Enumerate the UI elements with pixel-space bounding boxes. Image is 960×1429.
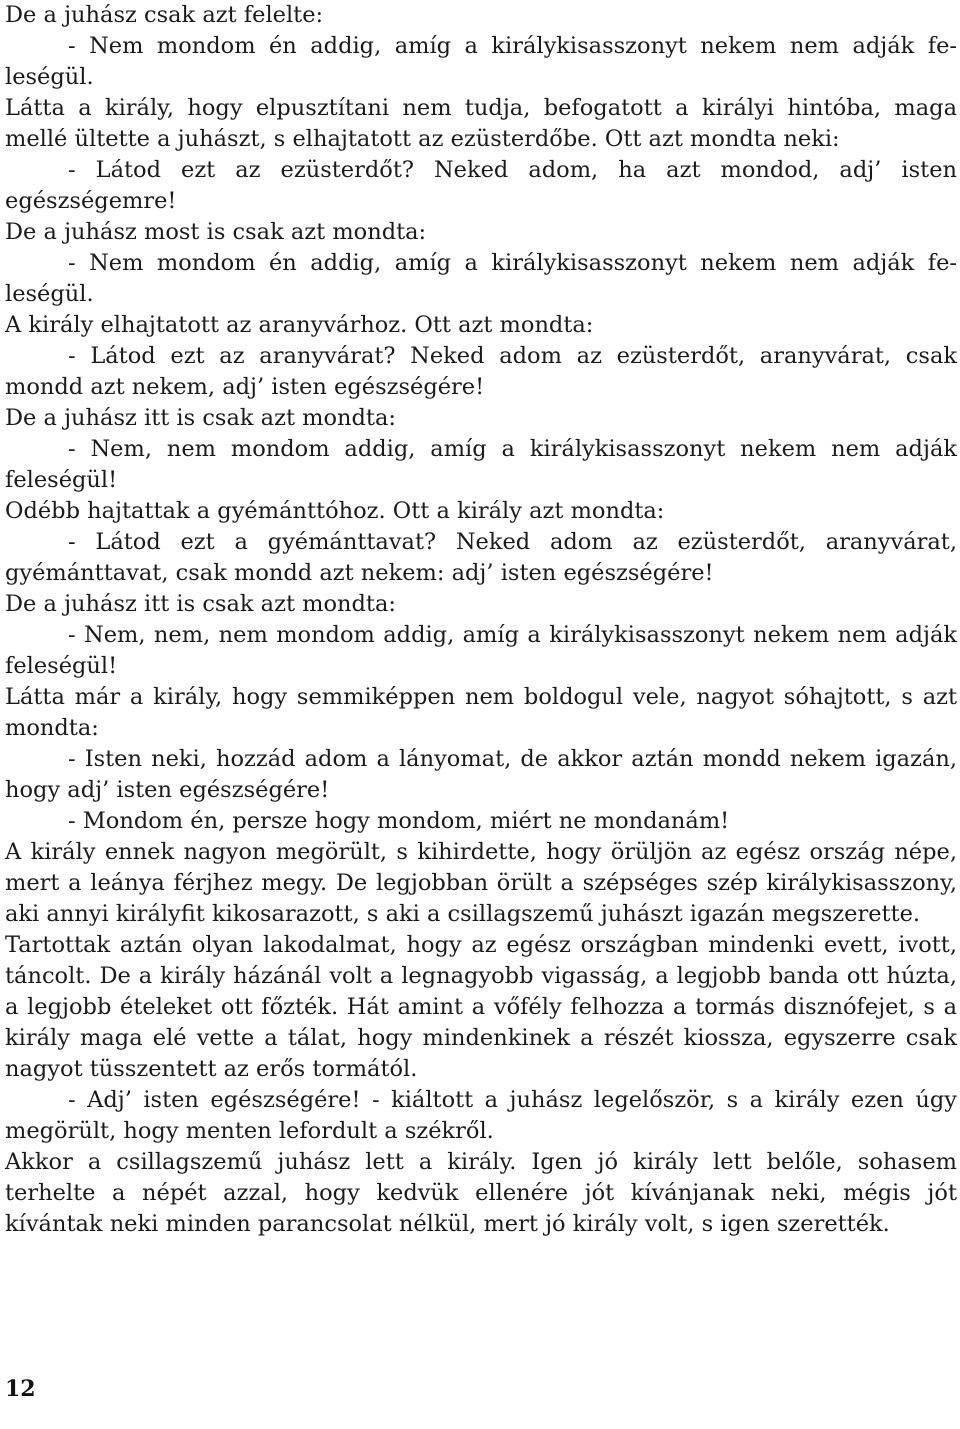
paragraph-15: Látta már a király, hogy semmiképpen nem boldogul vele, nagyot sóhajtott, s azt mondta: xyxy=(5,684,957,741)
paragraph-21: Akkor a csillagszemű juhász lett a király. Igen jó király lett belőle, sohasem terhelte a népét azzal, hogy kedvük ellenére jót kívánjanak neki, mégis jót kívántak neki minden parancsolat nélkül, mert jó király volt, s igen szerették. xyxy=(5,1149,957,1237)
paragraph-8: - Látod ezt az aranyvárat? Neked adom az ezüsterdőt, aranyvárat, csak mondd azt nekem, adj’ isten egészségére! xyxy=(5,343,957,400)
paragraph-7: A király elhajtatott az aranyvárhoz. Ott azt mondta: xyxy=(5,312,594,338)
paragraph-1: De a juhász csak azt felelte: xyxy=(5,2,324,28)
paragraph-3: Látta a király, hogy elpusztítani nem tudja, befogatott a királyi hintóba, maga mellé ültette a juhászt, s elhajtatott az ezüsterdőbe. Ott azt mondta neki: xyxy=(5,95,957,152)
paragraph-4: - Látod ezt az ezüsterdőt? Neked adom, ha azt mondod, adj’ isten egészségemre! xyxy=(5,157,957,214)
paragraph-9: De a juhász itt is csak azt mondta: xyxy=(5,405,396,431)
page-number: 12 xyxy=(5,1376,36,1402)
paragraph-16: - Isten neki, hozzád adom a lányomat, de akkor aztán mondd nekem igazán, hogy adj’ isten egészségére! xyxy=(5,746,957,803)
paragraph-11: Odébb hajtattak a gyémánttóhoz. Ott a király azt mondta: xyxy=(5,498,665,524)
paragraph-5: De a juhász most is csak azt mondta: xyxy=(5,219,427,245)
paragraph-6: - Nem mondom én addig, amíg a királykisasszonyt nekem nem adják feleségül. xyxy=(5,250,957,307)
paragraph-2: - Nem mondom én addig, amíg a királykisasszonyt nekem nem adják feleségül. xyxy=(5,33,957,90)
paragraph-17: - Mondom én, persze hogy mondom, miért ne mondanám! xyxy=(68,808,730,834)
story-text xyxy=(5,0,957,1240)
paragraph-20: - Adj’ isten egészségére! - kiáltott a juhász legelőször, s a király ezen úgy megörült, hogy menten lefordult a székről. xyxy=(5,1087,957,1144)
paragraph-10: - Nem, nem mondom addig, amíg a királykisasszonyt nekem nem adják feleségül! xyxy=(5,436,957,493)
paragraph-14: - Nem, nem, nem mondom addig, amíg a királykisasszonyt nekem nem adják feleségül! xyxy=(5,622,957,679)
paragraph-12: - Látod ezt a gyémánttavat? Neked adom az ezüsterdőt, aranyvárat, gyémánttavat, csak mondd azt nekem: adj’ isten egészségére! xyxy=(5,529,957,586)
paragraph-19: Tartottak aztán olyan lakodalmat, hogy az egész országban mindenki evett, ivott, táncolt. De a király házánál volt a legnagyobb vigasság, a legjobb banda ott húzta, a legjobb ételeket ott főzték. Hát amint a vőfély felhozza a tormás disznófejet, s a király maga elé vette a tálat, hogy mindenkinek a részét kiossza, egyszerre csak nagyot tüsszentett az erős tormától. xyxy=(5,932,957,1082)
paragraph-13: De a juhász itt is csak azt mondta: xyxy=(5,591,396,617)
paragraph-18: A király ennek nagyon megörült, s kihirdette, hogy örüljön az egész ország népe, mert a leánya férjhez megy. De legjobban örült a szépséges szép királykisasszony, aki annyi királyfit kikosarazott, s aki a csillagszemű juhászt igazán megszerette. xyxy=(5,839,957,927)
